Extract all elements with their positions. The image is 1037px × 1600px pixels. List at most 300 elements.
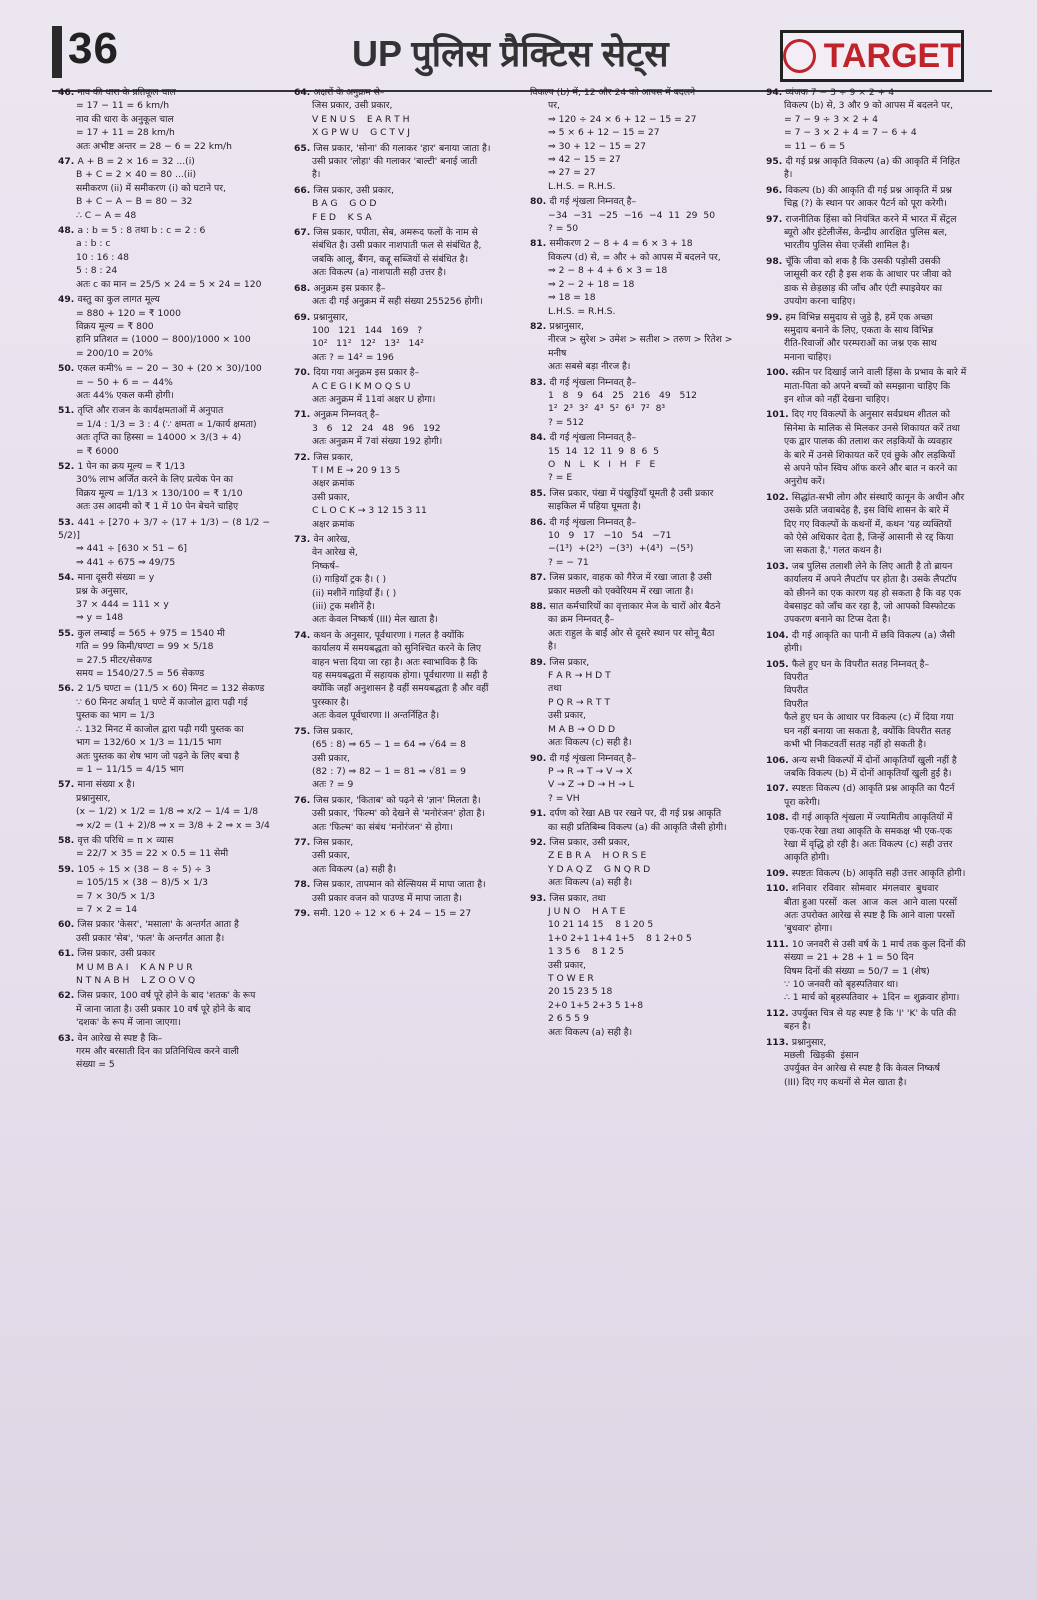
answer-line: [530, 723, 758, 736]
answer-text: 10² 11² 12² 13² 14²: [312, 338, 424, 350]
answer-line: [58, 251, 283, 264]
question-number: 59.: [58, 863, 78, 875]
question-number: 94.: [766, 87, 786, 98]
answer-line: [294, 613, 522, 626]
answer-line: [766, 1062, 988, 1075]
answer-line: [294, 393, 522, 406]
question-number: 82.: [530, 320, 550, 332]
question-number: 90.: [530, 752, 550, 764]
answer-text: F E D K S A: [312, 211, 372, 223]
answer-text: अतः अभीष्ट अन्तर = 28 − 6 = 22 km/h: [76, 140, 232, 152]
answer-block: [58, 293, 283, 360]
answer-text: 10 : 16 : 48: [76, 251, 129, 263]
answer-line: [530, 360, 758, 373]
answer-line: [294, 86, 522, 99]
answer-line: [294, 324, 522, 337]
answer-text: वेन आरेख से स्पष्ट है कि–: [77, 1032, 163, 1044]
answer-block: [530, 516, 758, 570]
answer-text: उसके प्रति जवाबदेह है, इस विधि शासन के बारे में: [784, 505, 949, 517]
answer-line: [530, 471, 758, 484]
answer-text: पूरा करेगी।: [784, 796, 821, 808]
answer-line: [530, 696, 758, 709]
answer-line: [766, 408, 988, 421]
answer-block: [294, 451, 522, 531]
answer-block: [766, 255, 988, 309]
answer-line: [766, 544, 988, 557]
answer-line: [294, 311, 522, 324]
answer-text: फैले हुए घन के आधार पर विकल्प (c) में दिया गया: [784, 712, 954, 724]
answer-line: [766, 573, 988, 586]
answer-line: [58, 278, 283, 291]
answer-line: [58, 696, 283, 709]
answer-line: [766, 422, 988, 435]
answer-block: [766, 1007, 988, 1034]
answer-line: [766, 882, 988, 895]
answer-text: मनीष: [548, 347, 567, 359]
answer-line: [294, 696, 522, 709]
answer-block: [294, 282, 522, 309]
answer-block: [766, 658, 988, 752]
answer-text: रेखा में वृद्धि हो रही है। अतः विकल्प (c) सही उत्तर: [784, 838, 953, 850]
answer-line: [294, 380, 522, 393]
answer-text: अतः केवल निष्कर्ष (III) मेल खाता है।: [312, 614, 438, 626]
answer-text: ∴ 1 मार्च को बृहस्पतिवार + 1दिन = शुक्रवार होगा।: [784, 992, 960, 1004]
answer-line: [530, 431, 758, 444]
question-number: 80.: [530, 196, 550, 208]
answer-line: [766, 600, 988, 613]
answer-line: [530, 585, 758, 598]
answer-line: [530, 500, 758, 513]
answer-text: ⇒ 5 × 6 + 12 − 15 = 27: [548, 127, 660, 139]
answer-text: अतः c का मान = 25/5 × 24 = 5 × 24 = 120: [76, 278, 262, 290]
answer-line: [766, 796, 988, 809]
logo-mark-icon: [783, 39, 816, 73]
answer-text: अक्षर क्रमांक: [312, 518, 355, 530]
answer-line: [766, 1076, 988, 1089]
answer-text: जिस प्रकार, 'सोना' की गलाकर 'हार' बनाया जाता है।: [313, 142, 491, 154]
answer-line: [530, 305, 758, 318]
answer-block: [58, 404, 283, 458]
question-number: 78.: [294, 879, 314, 891]
question-number: 49.: [58, 294, 78, 306]
question-number: 81.: [530, 238, 550, 250]
answer-line: [58, 431, 283, 444]
answer-text: जा सकता है,' गलत कथन है।: [784, 545, 883, 557]
answer-line: [294, 738, 522, 751]
question-number: 99.: [766, 311, 786, 323]
answer-text: स्पष्टतः विकल्प (d) आकृति प्रश्न आकृति का पैटर्न: [791, 783, 955, 795]
answer-text: उसी प्रकार वजन को पाउण्ड में मापा जाता है।: [312, 892, 462, 904]
answer-block: [294, 836, 522, 876]
question-number: 47.: [58, 156, 78, 168]
answer-text: P Q R → R T T: [548, 696, 610, 708]
answer-line: [294, 491, 522, 504]
answer-text: ⇒ 30 + 12 − 15 = 27: [548, 140, 646, 152]
answer-line: [766, 268, 988, 281]
answer-text: अतः उपरोक्त आरेख से स्पष्ट है कि आने वाला परसों: [784, 909, 955, 921]
answer-block: [294, 794, 522, 834]
answer-text: Y D A Q Z G N Q R D: [548, 863, 651, 875]
answer-text: को ऐसे अधिकार देता है, जिन्हें आसानी से रद्द किया: [784, 532, 954, 543]
answer-text: M U M B A I K A N P U R: [76, 961, 193, 973]
answer-text: अतः ? = 9: [312, 779, 354, 791]
answer-line: [294, 504, 522, 517]
answer-text: वृत्त की परिधि = π × व्यास: [77, 834, 174, 846]
answer-line: [58, 404, 283, 417]
question-number: 72.: [294, 451, 314, 463]
answer-block: [294, 533, 522, 627]
answer-line: [58, 1003, 283, 1016]
question-number: 51.: [58, 405, 78, 417]
question-number: 62.: [58, 990, 78, 1002]
answer-line: [58, 611, 283, 624]
answer-line: [530, 669, 758, 682]
answer-line: [294, 682, 522, 695]
answer-text: जिस प्रकार 'केसर', 'मसाला' के अन्तर्गत आता है: [77, 919, 239, 931]
answer-line: [294, 821, 522, 834]
answer-line: [294, 366, 522, 379]
answer-line: [58, 556, 283, 569]
answer-line: [530, 627, 758, 640]
answer-line: [294, 451, 522, 464]
question-number: 58.: [58, 834, 78, 846]
answer-block: [530, 376, 758, 430]
answer-block: [294, 311, 522, 365]
answer-text: T I M E → 20 9 13 5: [312, 464, 401, 476]
answer-text: नीरज > सुरेश > उमेश > सतीश > तरुण > रितेश >: [548, 334, 733, 346]
answer-line: [58, 113, 283, 126]
question-number: 95.: [766, 156, 786, 168]
answer-block: [58, 86, 283, 153]
answer-line: [58, 778, 283, 791]
question-number: 102.: [766, 491, 792, 503]
answer-text: आकृति होगी।: [784, 852, 830, 864]
answer-text: उसी प्रकार,: [312, 491, 350, 503]
answer-line: [530, 918, 758, 931]
question-number: 57.: [58, 779, 78, 791]
question-number: 106.: [766, 754, 792, 766]
question-number: 63.: [58, 1032, 78, 1044]
answer-text: जासूसी कर रही है इस शक के आधार पर जीवा को: [784, 269, 952, 281]
answer-line: [766, 978, 988, 991]
answer-line: [766, 168, 988, 181]
answer-line: [766, 518, 988, 531]
answer-text: कार्यालय में अपने लैपटॉप पर होता है। उसके लैपटॉप: [784, 574, 957, 586]
answer-block: [294, 408, 522, 448]
answer-text: = 7 − 9 ÷ 3 × 2 + 4: [784, 113, 879, 125]
answer-line: [530, 86, 758, 99]
answer-text: हानि प्रतिशत = (1000 − 800)/1000 × 100: [76, 334, 251, 346]
answer-line: [530, 836, 758, 849]
column-1: [58, 86, 283, 1586]
answer-line: [530, 972, 758, 985]
answer-text: 'दशक' के रूप में जाना जाएगा।: [76, 1017, 181, 1029]
answer-text: हम विभिन्न समुदाय से जुड़े है, हमें एक अच्छा: [785, 311, 933, 323]
answer-line: [766, 851, 988, 864]
answer-text: 2+0 1+5 2+3 5 1+8: [548, 999, 644, 1011]
question-number: 73.: [294, 534, 314, 545]
answer-text: J U N O H A T E: [548, 905, 626, 917]
answer-line: [530, 320, 758, 333]
answer-text: एक-एक रेखा तथा आकृति के समकक्ष भी एक-एक: [784, 825, 953, 837]
answer-line: [766, 909, 988, 922]
answer-line: [58, 682, 283, 695]
answer-block: [58, 778, 283, 832]
answer-line: [294, 725, 522, 738]
answer-text: अक्षर क्रमांक: [312, 478, 355, 490]
answer-line: [58, 347, 283, 360]
answer-line: [530, 613, 758, 626]
answer-text: अतः विकल्प (a) सही है।: [548, 877, 633, 889]
question-number: 91.: [530, 808, 550, 820]
answer-text: जिस प्रकार, उसी प्रकार,: [549, 836, 630, 848]
question-number: 97.: [766, 213, 786, 225]
answer-line: [294, 518, 522, 531]
answer-block: [766, 882, 988, 936]
answer-line: [58, 320, 283, 333]
answer-text: सात कर्मचारियों का वृत्ताकार मेज के चारों ओर बैठने: [549, 601, 721, 613]
answer-text: (i) गाड़ियाँ ट्रक है। ( ): [312, 574, 387, 586]
answer-line: [766, 324, 988, 337]
answer-line: [530, 376, 758, 389]
answer-text: है।: [548, 641, 557, 653]
answer-text: अतः विकल्प (a) सही है।: [312, 863, 397, 875]
answer-text: 'बुधवार' होगा।: [784, 923, 833, 935]
answer-line: [530, 863, 758, 876]
answer-text: माना संख्या x है।: [77, 779, 135, 791]
question-number: 52.: [58, 460, 78, 472]
answer-block: [530, 807, 758, 834]
answer-text: बीता हुआ परसों कल आज कल आने वाला परसों: [784, 896, 958, 908]
answer-text: 1 पेन का क्रय मूल्य = ₹ 1/13: [77, 460, 186, 472]
answer-block: [58, 362, 283, 402]
answer-text: जिस प्रकार, 100 वर्ष पूरे होने के बाद 'शतक' के रूप: [77, 990, 256, 1002]
answer-text: जिस प्रकार, वाहक को गैरेज में रखा जाता है उसी: [549, 572, 712, 584]
answer-block: [58, 947, 283, 987]
answer-text: राजनीतिक हिंसा को नियंत्रित करने में भारत में सेंट्रल: [785, 213, 957, 225]
answer-line: [530, 458, 758, 471]
answer-line: [294, 765, 522, 778]
answer-text: 1² 2³ 3² 4³ 5² 6³ 7² 8³: [548, 403, 666, 415]
answer-line: [530, 416, 758, 429]
question-number: 74.: [294, 629, 314, 641]
answer-line: [58, 918, 283, 931]
answer-block: [294, 142, 522, 182]
answer-line: [294, 642, 522, 655]
answer-line: [58, 209, 283, 222]
answer-text: विकल्प (d) से, = और + को आपस में बदलने पर,: [548, 251, 721, 263]
answer-text: प्रश्नानुसार,: [549, 320, 584, 332]
answer-block: [766, 560, 988, 627]
answer-text: ? = E: [548, 472, 573, 484]
answer-line: [294, 669, 522, 682]
answer-text: अतः ? = 14² = 196: [312, 351, 394, 363]
answer-text: दी गई प्रश्न आकृति विकल्प (a) की आकृति में निहित: [785, 156, 960, 168]
answer-text: B A G G O D: [312, 198, 377, 210]
question-number: 111.: [766, 938, 792, 950]
answer-line: [530, 99, 758, 112]
question-number: 69.: [294, 311, 314, 323]
answer-text: भारतीय पुलिस सेवा एजेंसी शामिल है।: [784, 240, 910, 252]
answer-line: [766, 531, 988, 544]
answer-text: B + C = 2 × 40 = 80 ...(ii): [76, 169, 197, 181]
answer-text: विपरीत: [784, 698, 809, 710]
answer-text: उपयोग करना चाहिए।: [784, 296, 856, 308]
answer-line: [530, 487, 758, 500]
answer-line: [766, 867, 988, 880]
answer-line: [294, 142, 522, 155]
answer-line: [530, 222, 758, 235]
answer-line: [294, 794, 522, 807]
answer-line: [58, 585, 283, 598]
answer-line: [530, 389, 758, 402]
answer-text: चिह्न (?) के स्थान पर आकर पैटर्न को पूरा करेगी।: [784, 198, 947, 210]
answer-text: दी गई आकृति का पानी में छवि विकल्प (a) जैसी: [791, 629, 956, 641]
answer-text: Z E B R A H O R S E: [548, 850, 647, 862]
answer-block: [766, 491, 988, 558]
answer-line: [766, 351, 988, 364]
answer-line: [766, 255, 988, 268]
question-number: 53.: [58, 516, 78, 528]
answer-block: [58, 863, 283, 917]
answer-line: [766, 197, 988, 210]
question-number: 107.: [766, 783, 792, 795]
answer-block: [294, 907, 522, 920]
answer-line: [530, 945, 758, 958]
answer-text: जब पुलिस तलाशी लेने के लिए आती है तो ब्रायन: [791, 560, 953, 572]
answer-line: [58, 264, 283, 277]
answer-line: [766, 754, 988, 767]
answer-text: कथन के अनुसार, पूर्वधारणा I गलत है क्योंकि: [313, 629, 464, 641]
answer-line: [766, 213, 988, 226]
answer-text: विपरीत: [784, 685, 809, 697]
answer-line: [530, 709, 758, 722]
answer-line: [294, 892, 522, 905]
answer-text: घन नहीं बनाया जा सकता है, क्योंकि विपरीत सतह: [784, 725, 952, 737]
answer-text: (III) दिए गए कथनों से मेल खाता है।: [784, 1076, 907, 1088]
answer-text: जिस प्रकार,: [313, 725, 354, 737]
answer-line: [766, 811, 988, 824]
answer-text: माना दूसरी संख्या = y: [77, 572, 155, 584]
answer-line: [294, 351, 522, 364]
answer-line: [530, 445, 758, 458]
answer-text: ? = 512: [548, 416, 584, 428]
answer-block: [530, 237, 758, 317]
answer-text: अतः 'फिल्म' का संबंध 'मनोरंजन' से होगा।: [312, 821, 453, 833]
answer-line: [530, 959, 758, 972]
answer-text: उसी प्रकार, 'फिल्म' को देखने से 'मनोरंजन' होता है।: [312, 808, 485, 820]
answer-text: समीकरण (ii) में समीकरण (i) को घटाने पर,: [76, 182, 226, 194]
answer-text: अनुक्रम निम्नवत् है–: [313, 409, 380, 421]
question-number: 88.: [530, 601, 550, 613]
answer-line: [530, 140, 758, 153]
answer-line: [294, 546, 522, 559]
answer-text: = 7 × 30/5 × 1/3: [76, 890, 155, 902]
answer-line: [530, 985, 758, 998]
answer-text: अनुक्रम इस प्रकार है–: [313, 282, 386, 294]
answer-text: संख्या = 5: [76, 1059, 115, 1071]
answer-block: [766, 155, 988, 182]
answer-line: [58, 333, 283, 346]
answer-line: [58, 1058, 283, 1071]
answer-line: [766, 825, 988, 838]
answer-text: जिस प्रकार, पपीता, सेब, अमरूद फलों के नाम से: [313, 227, 478, 239]
answer-text: L.H.S. = R.H.S.: [548, 180, 616, 192]
answer-line: [58, 487, 283, 500]
column-4: [766, 86, 988, 1586]
answer-text: वेबसाइट को जाँच कर रहा है, जो आपको विस्फोटक: [784, 601, 955, 613]
answer-text: वेन आरेख,: [313, 534, 351, 545]
question-number: 46.: [58, 87, 78, 98]
answer-line: [58, 237, 283, 250]
answer-block: [530, 487, 758, 514]
answer-text: गति = 99 किमी/घण्टा = 99 × 5/18: [76, 641, 214, 653]
answer-line: [530, 821, 758, 834]
answer-text: = 880 + 120 = ₹ 1000: [76, 307, 181, 319]
answer-text: जिस प्रकार, उसी प्रकार,: [312, 100, 393, 112]
page-title: UP पुलिस प्रैक्टिस सेट्स: [352, 33, 669, 74]
answer-text: प्रश्नानुसार,: [76, 792, 111, 804]
answer-text: अतः 44% एकल कमी होगी।: [76, 389, 174, 401]
answer-line: [530, 892, 758, 905]
answer-line: [530, 876, 758, 889]
answer-block: [294, 725, 522, 792]
answer-text: A C E G I K M O Q S U: [312, 380, 411, 392]
answer-text: ⇒ 42 − 15 = 27: [548, 154, 621, 166]
answer-text: विषम दिनों की संख्या = 50/7 = 1 (शेष): [784, 965, 930, 977]
answer-line: [530, 251, 758, 264]
answer-block: [766, 938, 988, 1005]
answer-text: अनुरोध करें।: [784, 476, 826, 488]
answer-text: (ii) मशीनें गाड़ियाँ हैं। ( ): [312, 587, 397, 599]
answer-text: (82 : 7) ⇒ 82 − 1 = 81 ⇒ √81 = 9: [312, 765, 466, 777]
answer-line: [766, 475, 988, 488]
answer-text: जिस प्रकार, उसी प्रकार: [77, 948, 156, 960]
page-number: 36: [68, 24, 119, 73]
answer-text: जिस प्रकार, उसी प्रकार,: [313, 184, 394, 196]
page-header: [52, 18, 992, 80]
answer-line: [294, 99, 522, 112]
answer-text: ? = VH: [548, 792, 580, 804]
answer-line: [766, 393, 988, 406]
answer-line: [530, 778, 758, 791]
answer-text: 37 × 444 = 111 × y: [76, 599, 169, 611]
answer-text: 1+0 2+1 1+4 1+5 8 1 2+0 5: [548, 932, 692, 944]
answer-block: [58, 155, 283, 222]
answer-text: दी गई शृंखला निम्नवत् है–: [549, 432, 637, 444]
answer-text: समुदाय बनाने के लिए, एकता के साथ विभिन्न: [784, 324, 934, 336]
answer-text: उसी प्रकार,: [312, 752, 350, 764]
answer-text: पर,: [548, 100, 560, 112]
answer-text: उपर्युक्त वेन आरेख से स्पष्ट है कि केवल निष्कर्ष: [784, 1063, 940, 1075]
answer-text: समी. 120 ÷ 12 × 6 + 24 − 15 = 27: [313, 907, 472, 919]
answer-line: [58, 627, 283, 640]
question-number: 86.: [530, 516, 550, 528]
answer-line: [58, 876, 283, 889]
answer-text: में जाना जाता है। उसी प्रकार 10 वर्ष पूरे होने के बाद: [76, 1003, 251, 1015]
answer-line: [294, 533, 522, 546]
answer-line: [766, 380, 988, 393]
answer-line: [58, 709, 283, 722]
answer-line: [294, 126, 522, 139]
answer-text: 10 9 17 −10 54 −71: [548, 530, 672, 541]
answer-text: T O W E R: [548, 973, 594, 984]
answer-text: क्योंकि जहाँ अनुशासन है वहीं समयबद्धता है और वहीं: [312, 683, 489, 695]
answer-line: [58, 750, 283, 763]
answer-line: [766, 642, 988, 655]
answer-line: [530, 542, 758, 555]
answer-block: [530, 431, 758, 485]
